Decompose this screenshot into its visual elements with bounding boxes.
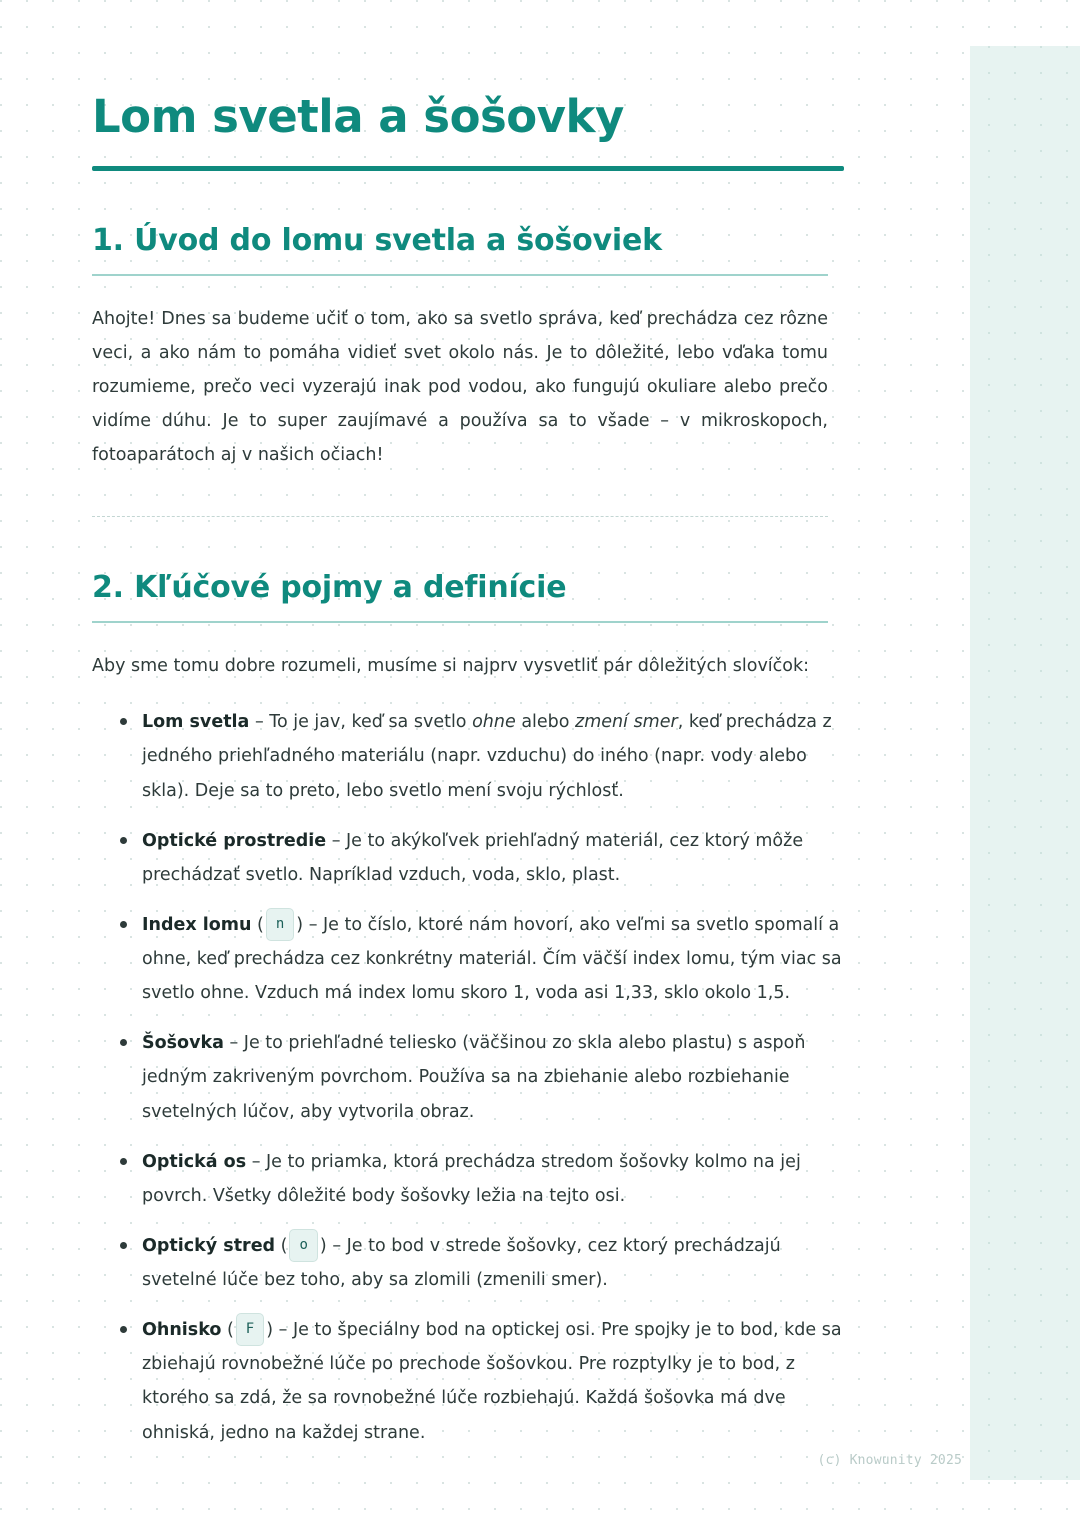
term-symbol-close: ) xyxy=(296,914,304,935)
list-item xyxy=(118,705,858,807)
copyright-note: (c) Knowunity 2025 xyxy=(817,1453,962,1468)
terms-list xyxy=(92,705,858,1449)
section-paragraph-1: Ahojte! Dnes sa budeme učiť o tom, ako sa svetlo správa, keď prechádza cez rôzne veci, a ako nám to pomáha vidieť svet okolo nás. Je to dôležité, lebo vďaka tomu rozumieme, prečo veci vyzerajú inak pod vodou, ako fungujú okuliare alebo prečo vidíme dúhu. Je to super zaujímavé a používa sa to všade – v mikroskopoch, fotoaparátoch aj v našich očiach! xyxy=(92,308,828,465)
term-symbol-close: ) xyxy=(266,1320,274,1341)
list-item xyxy=(118,908,858,1010)
section-underline-2 xyxy=(92,621,828,623)
section-paragraph-2: Aby sme tomu dobre rozumeli, musíme si najprv vysvetliť pár dôležitých slovíčok: xyxy=(92,656,810,677)
right-margin-divider xyxy=(968,46,970,1480)
term-text: – Je to priamka, ktorá prechádza stredom šošovky kolmo na jej povrch. Všetky dôležité body šošovky ležia na tejto osi. xyxy=(142,1151,801,1206)
right-margin-band xyxy=(970,46,1080,1480)
list-item xyxy=(118,1145,858,1213)
list-item xyxy=(118,1313,858,1450)
section-heading-2: 2. Kľúčové pojmy a definície xyxy=(92,570,567,606)
term-text-end: , keď prechádza z jedného priehľadného materiálu (napr. vzduchu) do iného (napr. vody alebo skla). Deje sa to preto, lebo svetlo mení svoju rýchlosť. xyxy=(142,712,832,801)
term-label: Lom svetla xyxy=(142,712,250,733)
section-divider xyxy=(92,516,828,518)
symbol-ohnisko: F xyxy=(236,1313,264,1346)
term-text-part: – To je jav, keď sa svetlo xyxy=(249,712,473,733)
section-heading-1: 1. Úvod do lomu svetla a šošoviek xyxy=(92,222,662,258)
term-text-mid: alebo xyxy=(515,712,576,733)
term-label: Optický stred xyxy=(142,1235,276,1256)
term-label: Optická os xyxy=(142,1151,247,1172)
term-text: – Je to špeciálny bod na optickej osi. Pre spojky je to bod, kde sa zbiehajú rovnobežné lúče po prechode šošovkou. Pre rozptylky je to bod, z ktorého sa zdá, že sa rovnobežné lúče rozbiehajú. Každá šošovka má dve ohniská, jedno na každej strane. xyxy=(142,1320,842,1443)
page-title: Lom svetla a šošovky xyxy=(92,90,624,143)
term-label: Index lomu xyxy=(142,914,252,935)
list-item xyxy=(118,1026,858,1128)
term-text: – Je to akýkoľvek priehľadný materiál, cez ktorý môže prechádzať svetlo. Napríklad vzduch, voda, sklo, plast. xyxy=(142,830,804,885)
list-item xyxy=(118,1229,858,1297)
list-item xyxy=(118,824,858,892)
term-text: – Je to bod v strede šošovky, cez ktorý prechádzajú svetelné lúče bez toho, aby sa zlomili (zmenili smer). xyxy=(142,1235,781,1290)
document-content xyxy=(92,0,840,1466)
term-symbol-open: ( xyxy=(275,1235,288,1256)
term-emphasis-1: ohne xyxy=(472,712,516,733)
title-underline xyxy=(92,166,844,171)
term-symbol-close: ) xyxy=(319,1235,327,1256)
term-label: Šošovka xyxy=(142,1033,224,1054)
symbol-opticky-stred: o xyxy=(289,1229,317,1262)
term-label: Ohnisko xyxy=(142,1320,222,1341)
term-emphasis-2: zmení smer xyxy=(575,712,678,733)
term-symbol-open: ( xyxy=(221,1320,234,1341)
symbol-index-lomu: n xyxy=(266,908,294,941)
term-text: – Je to priehľadné teliesko (väčšinou zo skla alebo plastu) s aspoň jedným zakriveným povrchom. Používa sa na zbiehanie alebo rozbiehanie svetelných lúčov, aby vytvorila obraz. xyxy=(142,1033,806,1122)
section-underline-1 xyxy=(92,274,828,276)
term-text: – Je to číslo, ktoré nám hovorí, ako veľmi sa svetlo spomalí a ohne, keď prechádza cez konkrétny materiál. Čím väčší index lomu, tým viac sa svetlo ohne. Vzduch má index lomu skoro 1, voda asi 1,33, sklo okolo 1,5. xyxy=(142,914,842,1004)
term-label: Optické prostredie xyxy=(142,830,327,851)
term-symbol-open: ( xyxy=(251,914,264,935)
